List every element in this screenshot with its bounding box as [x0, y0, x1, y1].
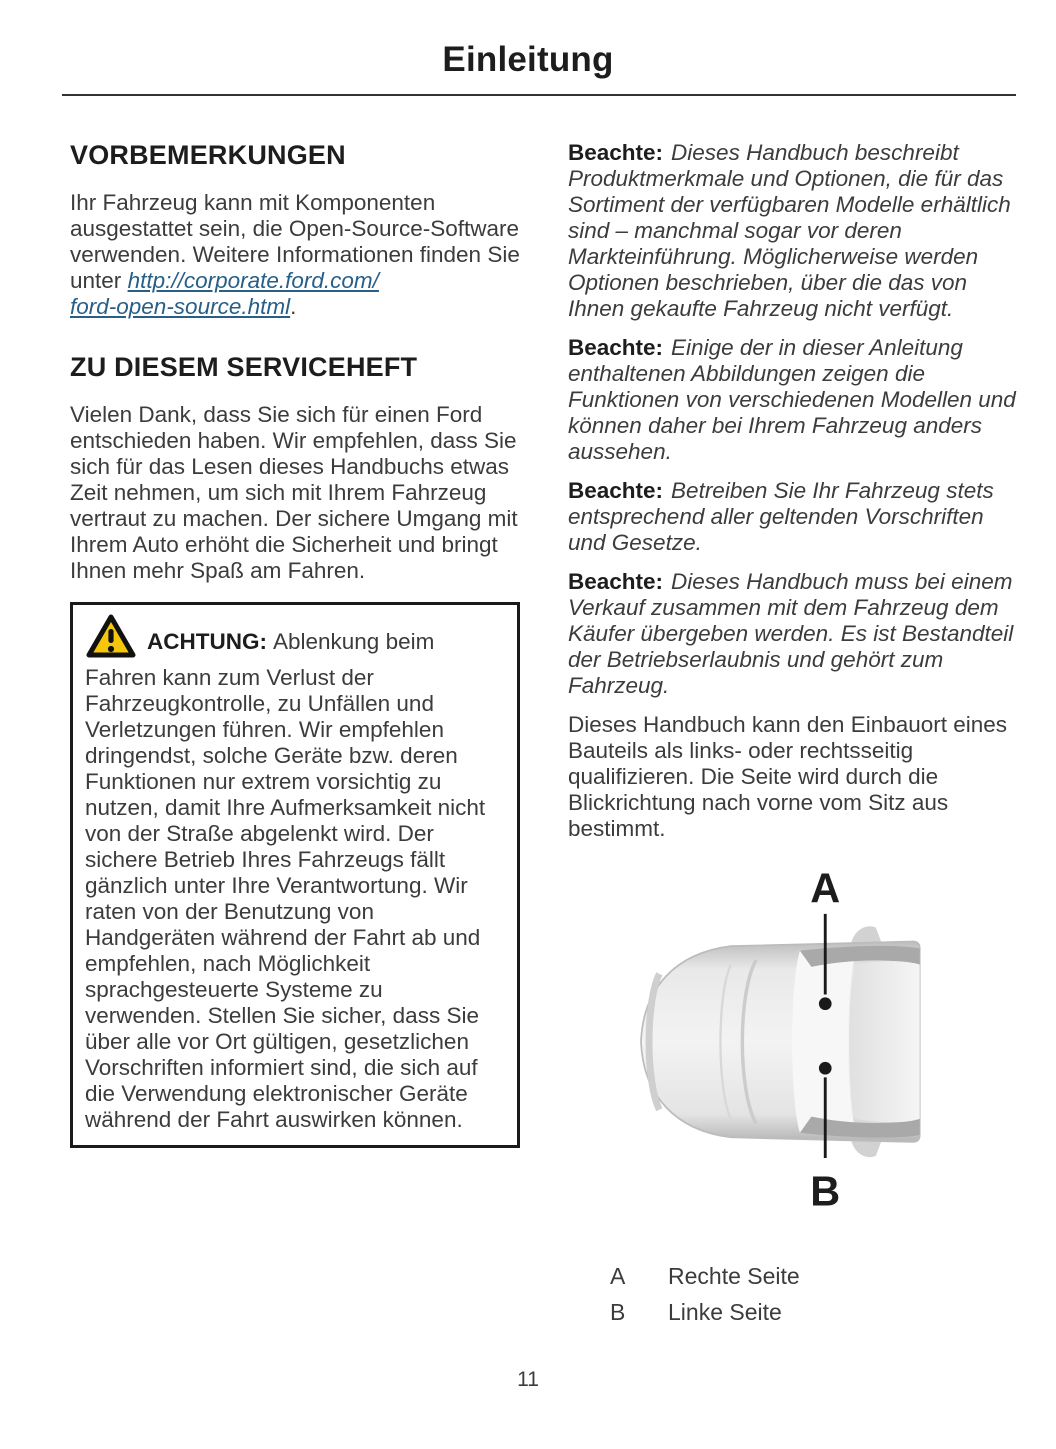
- open-source-link-line2: ford-open-source.html: [70, 294, 291, 319]
- note-text: Einige der in dieser Anleitung enthaltenen Abbildungen zeigen die Funktionen von verschiedenen Modellen und können daher bei Ihrem Fahrzeug anders aussehen.: [568, 335, 1016, 464]
- note-text: Dieses Handbuch muss bei einem Verkauf zusammen mit dem Fahrzeug dem Käufer übergeben werden. Es ist Bestandteil der Betriebserlaubnis und gehört zum Fahrzeug.: [568, 569, 1014, 698]
- note-text: Betreiben Sie Ihr Fahrzeug stets entsprechend aller geltenden Vorschriften und Gesetze.: [568, 478, 994, 555]
- note-item-1: [568, 140, 1018, 322]
- legend-row-a: [610, 1258, 1018, 1294]
- page-number: 11: [517, 1368, 539, 1391]
- note-item-2: [568, 335, 1018, 465]
- note-label: Beachte:: [568, 335, 664, 360]
- callout-b-label: B: [810, 1167, 841, 1215]
- serviceheft-paragraph: Vielen Dank, dass Sie sich für einen Ford entschieden haben. Wir empfehlen, dass Sie sich für das Lesen dieses Handbuchs etwas Zeit nehmen, um sich mit Ihrem Fahrzeug vertraut zu machen. Der sichere Umgang mit Ihrem Auto erhöht die Sicherheit und bringt Ihnen mehr Spaß am Fahren.: [70, 402, 518, 583]
- figure-legend: [568, 1258, 1018, 1330]
- content-columns: [70, 140, 1016, 1330]
- open-source-text: Ihr Fahrzeug kann mit Komponenten ausgestattet sein, die Open-Source-Software verwenden. Weitere Informationen finden Sie unter: [70, 190, 520, 293]
- legend-value: Linke Seite: [668, 1299, 782, 1325]
- section-heading-vorbemerkungen: VORBEMERKUNGEN: [70, 140, 346, 170]
- left-column: [70, 140, 520, 1330]
- note-label: Beachte:: [568, 140, 664, 165]
- link-period: .: [290, 294, 297, 319]
- section-heading-serviceheft: ZU DIESEM SERVICEHEFT: [70, 352, 418, 382]
- callout-a-label: A: [810, 864, 841, 912]
- legend-key: B: [610, 1299, 626, 1325]
- callout-a-dot: [819, 997, 832, 1010]
- open-source-paragraph: [70, 190, 520, 320]
- note-item-4: [568, 569, 1018, 699]
- vehicle-figure: [568, 854, 1018, 1232]
- right-column: [568, 140, 1018, 1330]
- warning-paragraph: [85, 613, 505, 1133]
- note-label: Beachte:: [568, 569, 664, 594]
- note-item-3: [568, 478, 1018, 556]
- callout-b-dot: [819, 1062, 832, 1075]
- legend-row-b: [610, 1294, 1018, 1330]
- note-text: Dieses Handbuch beschreibt Produktmerkmale und Optionen, die für das Sortiment der verfügbaren Modelle erhältlich sind – manchmal sogar vor deren Markteinführung. Möglicherweise werden Optionen beschrieben, über die das von Ihnen gekaufte Fahrzeug nicht verfügt.: [568, 140, 1011, 321]
- legend-value: Rechte Seite: [668, 1263, 800, 1289]
- open-source-link-line1: http://corporate.ford.com/: [127, 268, 379, 293]
- warning-box: [70, 602, 520, 1148]
- roof: [849, 961, 920, 1122]
- warning-triangle-icon: [85, 613, 137, 665]
- note-label: Beachte:: [568, 478, 664, 503]
- warning-label: ACHTUNG:: [147, 629, 267, 654]
- einbauort-paragraph: Dieses Handbuch kann den Einbauort eines Bauteils als links- oder rechtsseitig qualifizieren. Die Seite wird durch die Blickrichtung nach vorne vom Sitz aus bestimmt.: [568, 712, 1008, 841]
- car-top-view-illustration: [620, 854, 966, 1226]
- header-divider: [62, 94, 1016, 96]
- legend-key: A: [610, 1263, 626, 1289]
- page-title: Einleitung: [442, 40, 614, 79]
- windshield: [792, 951, 855, 1133]
- warning-text: Ablenkung beim Fahren kann zum Verlust der Fahrzeugkontrolle, zu Unfällen und Verletzungen führen. Wir empfehlen dringendst, solche Geräte bzw. deren Funktionen nur extrem vorsichtig zu nutzen, damit Ihre Aufmerksamkeit nicht von der Straße abgelenkt wird. Der sichere Betrieb Ihres Fahrzeugs fällt gänzlich unter Ihre Verantwortung. Wir raten von der Benutzung von Handgeräten während der Fahrt ab und empfehlen, nach Möglichkeit sprachgesteuerte Systeme zu verwenden. Stellen Sie sicher, dass Sie über alle vor Ort gültigen, gesetzlichen Vorschriften informiert sind, die sich auf die Verwendung elektronischer Geräte während der Fahrt auswirken können.: [85, 629, 486, 1132]
